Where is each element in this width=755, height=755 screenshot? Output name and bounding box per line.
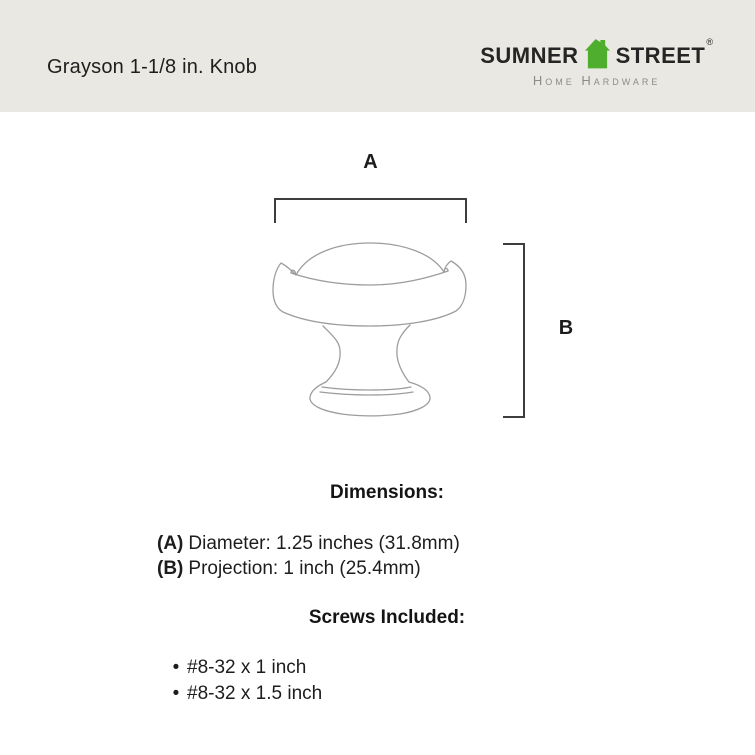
screw-item-text: #8-32 x 1.5 inch — [187, 683, 323, 704]
screws-heading: Screws Included: — [308, 607, 466, 628]
brand-logo — [480, 39, 713, 88]
dimension-label-b: B — [558, 317, 574, 339]
dimension-a-value: Diameter: 1.25 inches (31.8mm) — [188, 533, 460, 554]
header-bar — [0, 0, 755, 112]
brand-wordmark — [480, 39, 713, 69]
knob-foot — [310, 382, 430, 416]
knob-base-line-upper — [322, 387, 411, 390]
page-title: Grayson 1-1/8 in. Knob — [47, 56, 258, 78]
knob-stem-left — [323, 326, 340, 382]
screw-item — [157, 655, 322, 681]
screw-item-text: #8-32 x 1 inch — [187, 657, 307, 678]
dimension-b-key: (B) — [157, 558, 184, 579]
bullet-marker: • — [172, 657, 180, 678]
dimension-label-a: A — [363, 151, 378, 173]
house-icon — [585, 39, 610, 69]
dimensions-list — [157, 531, 460, 581]
bullet-marker: • — [172, 683, 180, 704]
brand-tagline: Home Hardware — [532, 73, 661, 88]
dimension-b-row — [157, 556, 460, 581]
dimension-bracket-a — [274, 198, 467, 223]
screw-item — [157, 681, 322, 707]
knob-drawing — [260, 230, 480, 430]
knob-rim-outer — [273, 261, 466, 326]
registered-trademark: ® — [706, 37, 713, 47]
dimensions-heading: Dimensions: — [329, 482, 445, 503]
dimension-a-row — [157, 531, 460, 556]
knob-base-line-lower — [320, 392, 413, 395]
dimension-a-key: (A) — [157, 533, 184, 554]
knob-rim-inner-edge — [291, 271, 448, 285]
brand-word-sumner: SUMNER — [480, 43, 579, 68]
knob-dome — [296, 243, 444, 275]
knob-stem-right — [397, 325, 410, 382]
dimension-bracket-b — [503, 243, 525, 418]
screws-list — [157, 655, 322, 707]
dimension-b-value: Projection: 1 inch (25.4mm) — [188, 558, 421, 579]
brand-word-street: STREET — [615, 43, 706, 68]
